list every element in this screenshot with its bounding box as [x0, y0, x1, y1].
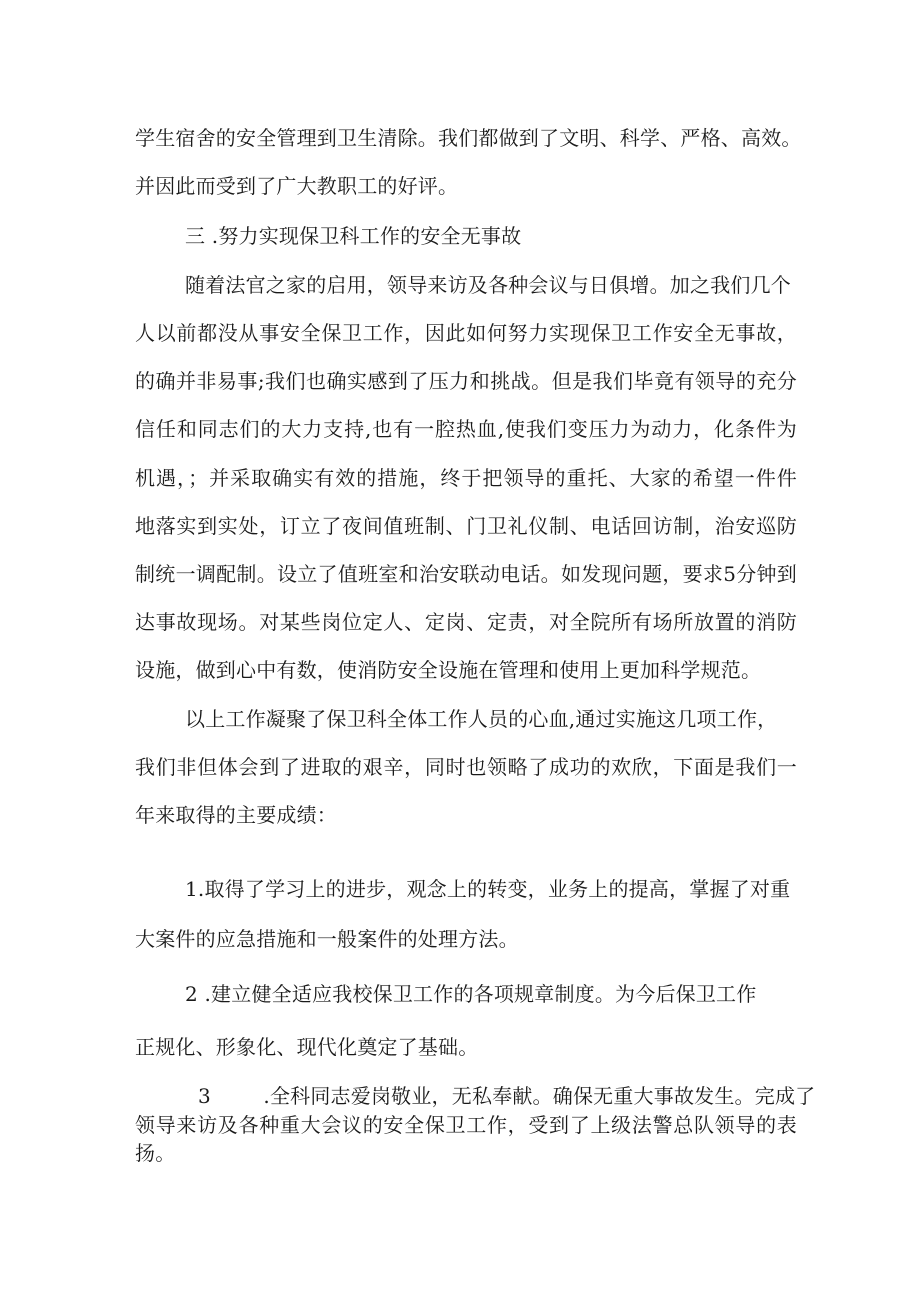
paragraph-line-14: 我们非但体会到了进取的艰辛，同时也领略了成功的欢欣，下面是我们一	[135, 755, 797, 779]
achievement-3-line-3: 扬。	[135, 1141, 176, 1165]
paragraph-line-11: 达事故现场。对某些岗位定人、定岗、定责，对全院所有场所放置的消防	[135, 610, 797, 634]
paragraph-line-13: 以上工作凝聚了保卫科全体工作人员的心血,通过实施这几项工作，	[185, 707, 778, 731]
paragraph-line-7: 信任和同志们的大力支持,也有一腔热血,使我们变压力为动力，化条件为	[135, 417, 797, 441]
achievement-3-line-2: 领导来访及各种重大会议的安全保卫工作，受到了上级法警总队领导的表	[135, 1113, 797, 1137]
paragraph-line-6: 的确并非易事;我们也确实感到了压力和挑战。但是我们毕竟有领导的充分	[135, 369, 797, 393]
paragraph-line-9: 地落实到实处，订立了夜间值班制、门卫礼仪制、电话回访制，治安巡防	[135, 514, 797, 538]
achievement-1-line-2: 大案件的应急措施和一般案件的处理方法。	[135, 927, 519, 951]
paragraph-line-4: 随着法官之家的启用，领导来访及各种会议与日俱增。加之我们几个	[185, 273, 791, 297]
paragraph-line-5: 人以前都没从事安全保卫工作，因此如何努力实现保卫工作安全无事故，	[135, 321, 797, 345]
achievement-3-line-1: 3 .全科同志爱岗敬业，无私奉献。确保无重大事故发生。完成了	[198, 1084, 816, 1108]
achievement-1-line-1: 1.取得了学习上的进步，观念上的转变，业务上的提高，掌握了对重	[185, 877, 791, 901]
achievement-2-line-1: 2 .建立健全适应我校保卫工作的各项规章制度。为今后保卫工作	[185, 982, 757, 1006]
paragraph-line-8: 机遇，；并采取确实有效的措施，终于把领导的重托、大家的希望一件件	[135, 466, 797, 490]
paragraph-line-15: 年来取得的主要成绩：	[135, 803, 337, 827]
paragraph-line-2: 并因此而受到了广大教职工的好评。	[135, 174, 459, 198]
achievement-2-line-2: 正规化、形象化、现代化奠定了基础。	[135, 1035, 479, 1059]
paragraph-line-10: 制统一调配制。设立了值班室和治安联动电话。如发现问题，要求5分钟到	[135, 562, 797, 586]
paragraph-line-12: 设施，做到心中有数，使消防安全设施在管理和使用上更加科学规范。	[135, 658, 762, 682]
section-heading-3: 三 .努力实现保卫科工作的安全无事故	[185, 224, 522, 248]
paragraph-line-1: 学生宿舍的安全管理到卫生清除。我们都做到了文明、科学、严格、高效。	[135, 126, 802, 150]
